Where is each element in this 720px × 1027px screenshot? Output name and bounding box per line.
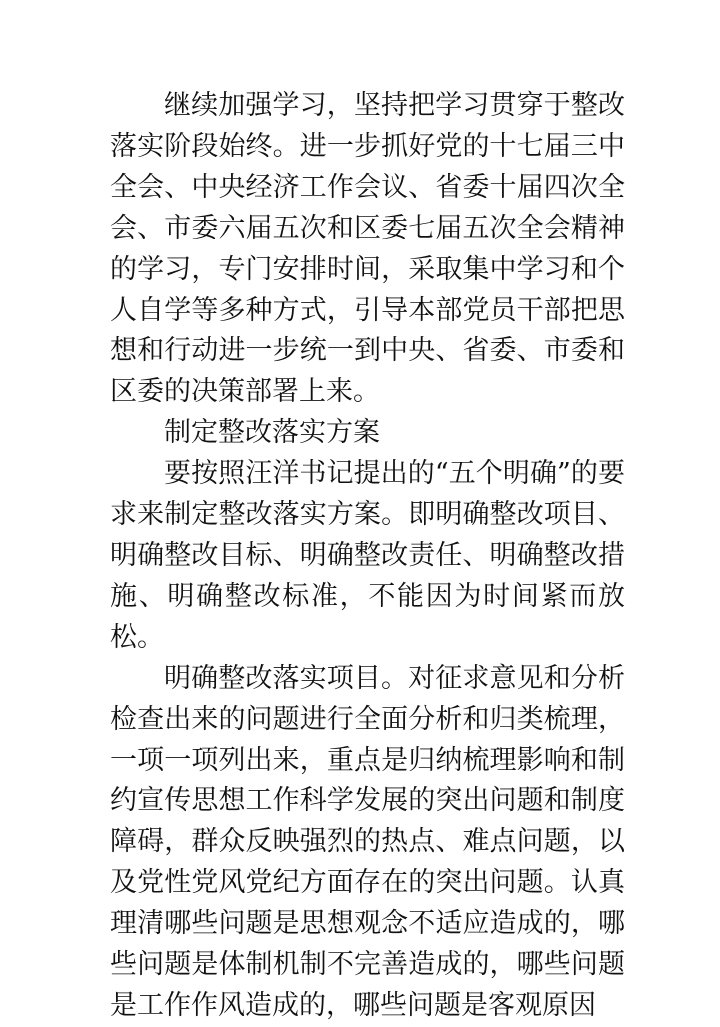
paragraph-rectification-items: 明确整改落实项目。对征求意见和分析检查出来的问题进行全面分析和归类梳理，一项一项列出来，重点是归纳梳理影响和制约宣传思想工作科学发展的突出问题和制度障碍，群众反映强烈的热点、难点问题，以及党性党风党纪方面存在的突出问题。认真理清哪些问题是思想观念不适应造成的，哪些问题是体制机制不完善造成的，哪些问题是工作作风造成的，哪些问题是客观原因 <box>110 662 625 1021</box>
paragraph-continue-study: 继续加强学习，坚持把学习贯穿于整改落实阶段始终。进一步抓好党的十七届三中全会、中央经济工作会议、省委十届四次全会、市委六届五次和区委七届五次全会精神的学习，专门安排时间，采取集中学习和个人自学等多种方式，引导本部党员干部把思想和行动进一步统一到中央、省委、市委和区委的决策部署上来。 <box>110 90 625 408</box>
paragraph-five-clarities: 要按照汪洋书记提出的“五个明确”的要求来制定整改落实方案。即明确整改项目、明确整改目标、明确整改责任、明确整改措施、明确整改标准，不能因为时间紧而放松。 <box>110 458 625 653</box>
document-page <box>110 86 625 1027</box>
paragraph-heading-rectification-plan: 制定整改落实方案 <box>164 417 380 449</box>
